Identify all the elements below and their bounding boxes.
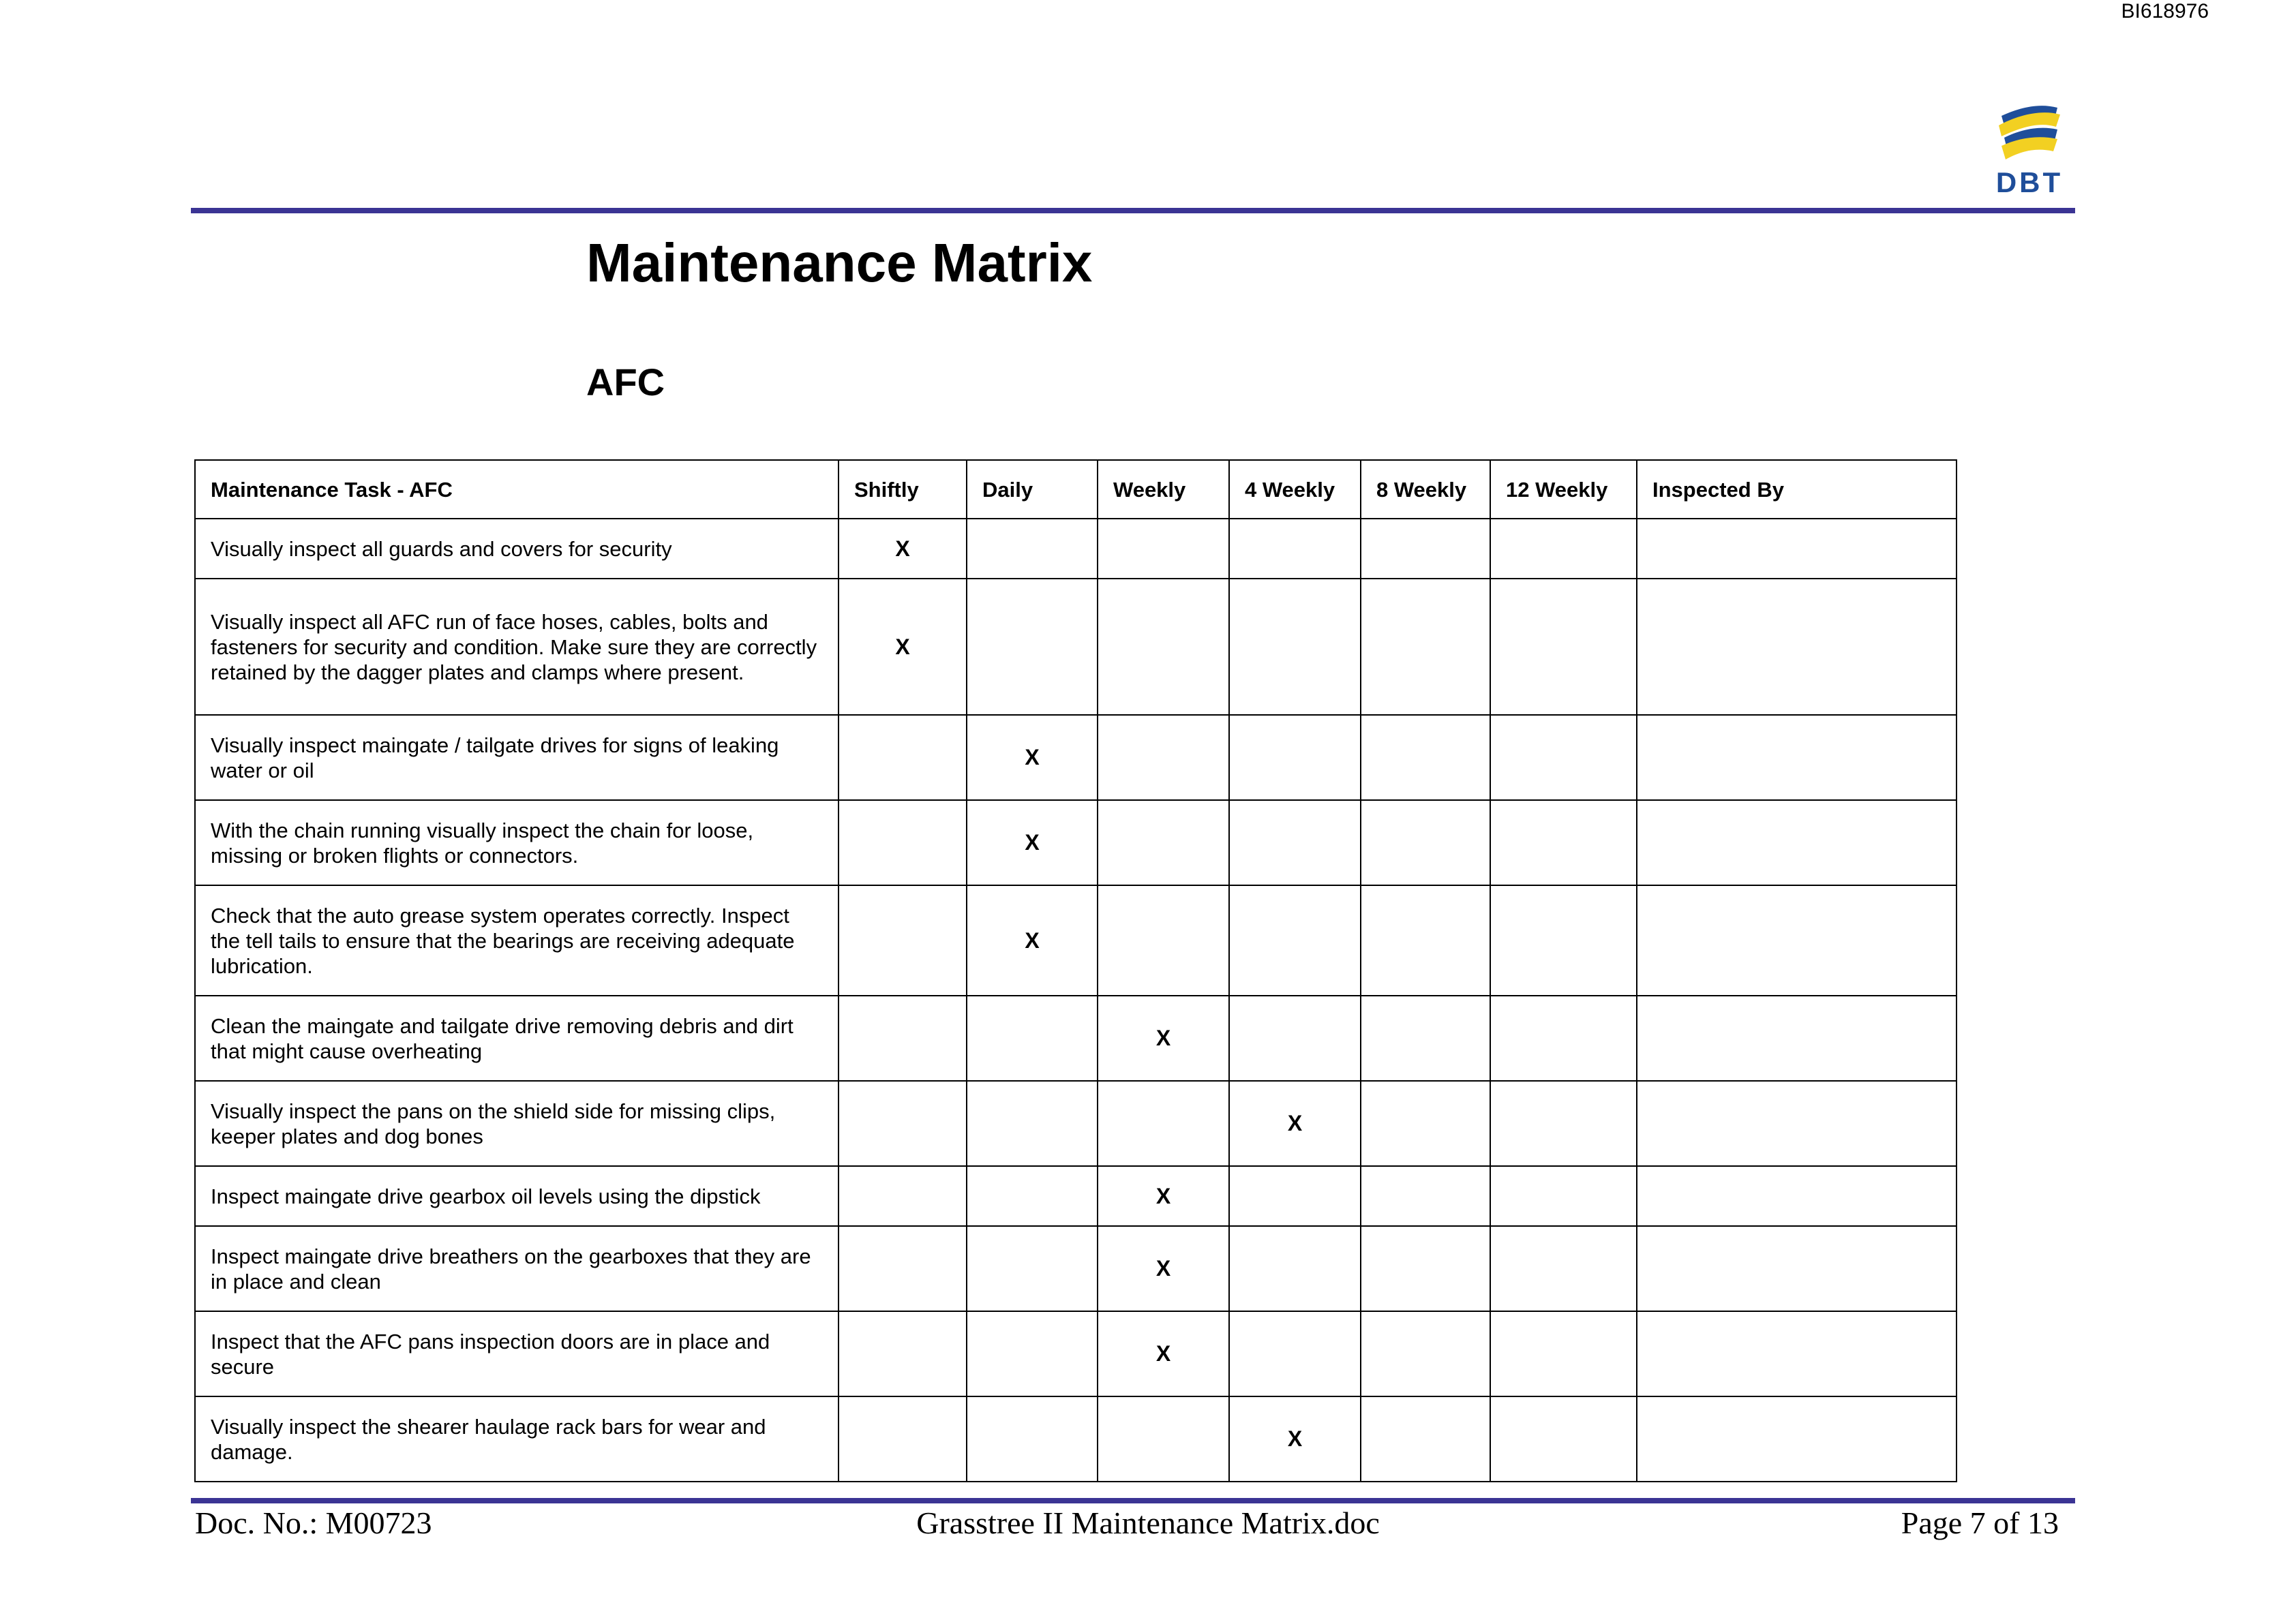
table-row bbox=[195, 1226, 1957, 1311]
12-weekly-cell bbox=[1490, 715, 1637, 800]
footer-doc-number: Doc. No.: M00723 bbox=[195, 1505, 432, 1540]
footer-filename: Grasstree II Maintenance Matrix.doc bbox=[916, 1505, 1380, 1540]
table-row bbox=[195, 800, 1957, 885]
table-row bbox=[195, 885, 1957, 996]
column-header-daily: Daily bbox=[967, 460, 1098, 519]
table-row bbox=[195, 715, 1957, 800]
inspected-by-cell bbox=[1637, 800, 1957, 885]
shiftly-cell bbox=[839, 1166, 967, 1226]
weekly-cell: X bbox=[1098, 996, 1229, 1081]
task-cell: Inspect maingate drive gearbox oil levels using the dipstick bbox=[195, 1166, 839, 1226]
column-header-task: Maintenance Task - AFC bbox=[195, 460, 839, 519]
8-weekly-cell bbox=[1361, 1311, 1490, 1396]
inspected-by-cell bbox=[1637, 1311, 1957, 1396]
task-cell: Check that the auto grease system operates correctly. Inspect the tell tails to ensure that the bearings are receiving adequate lubrication. bbox=[195, 885, 839, 996]
shiftly-cell: X bbox=[839, 519, 967, 579]
8-weekly-cell bbox=[1361, 519, 1490, 579]
12-weekly-cell bbox=[1490, 1081, 1637, 1166]
inspected-by-cell bbox=[1637, 1166, 1957, 1226]
4-weekly-cell bbox=[1229, 579, 1361, 715]
shiftly-cell bbox=[839, 715, 967, 800]
12-weekly-cell bbox=[1490, 519, 1637, 579]
column-header-12-weekly: 12 Weekly bbox=[1490, 460, 1637, 519]
inspected-by-cell bbox=[1637, 996, 1957, 1081]
task-cell: Inspect maingate drive breathers on the gearboxes that they are in place and clean bbox=[195, 1226, 839, 1311]
column-header-shiftly: Shiftly bbox=[839, 460, 967, 519]
shiftly-cell: X bbox=[839, 579, 967, 715]
table-row bbox=[195, 1166, 1957, 1226]
column-header-8-weekly: 8 Weekly bbox=[1361, 460, 1490, 519]
section-subtitle: AFC bbox=[586, 361, 665, 403]
4-weekly-cell bbox=[1229, 1311, 1361, 1396]
daily-cell bbox=[967, 1226, 1098, 1311]
shiftly-cell bbox=[839, 800, 967, 885]
4-weekly-cell bbox=[1229, 1226, 1361, 1311]
daily-cell: X bbox=[967, 800, 1098, 885]
inspected-by-cell bbox=[1637, 715, 1957, 800]
8-weekly-cell bbox=[1361, 885, 1490, 996]
weekly-cell: X bbox=[1098, 1311, 1229, 1396]
column-header-inspected-by: Inspected By bbox=[1637, 460, 1957, 519]
inspected-by-cell bbox=[1637, 1396, 1957, 1482]
table-header-row bbox=[195, 460, 1957, 519]
shiftly-cell bbox=[839, 1311, 967, 1396]
footer-page-number: Page 7 of 13 bbox=[1901, 1505, 2059, 1540]
12-weekly-cell bbox=[1490, 996, 1637, 1081]
shiftly-cell bbox=[839, 1396, 967, 1482]
task-cell: Visually inspect the shearer haulage rack bars for wear and damage. bbox=[195, 1396, 839, 1482]
column-header-weekly: Weekly bbox=[1098, 460, 1229, 519]
12-weekly-cell bbox=[1490, 885, 1637, 996]
8-weekly-cell bbox=[1361, 1081, 1490, 1166]
weekly-cell bbox=[1098, 885, 1229, 996]
4-weekly-cell: X bbox=[1229, 1396, 1361, 1482]
table-row bbox=[195, 1081, 1957, 1166]
12-weekly-cell bbox=[1490, 579, 1637, 715]
shiftly-cell bbox=[839, 1081, 967, 1166]
12-weekly-cell bbox=[1490, 1226, 1637, 1311]
task-cell: With the chain running visually inspect the chain for loose, missing or broken flights or connectors. bbox=[195, 800, 839, 885]
daily-cell bbox=[967, 1081, 1098, 1166]
maintenance-table bbox=[194, 459, 1957, 1482]
inspected-by-cell bbox=[1637, 885, 1957, 996]
daily-cell bbox=[967, 1311, 1098, 1396]
shiftly-cell bbox=[839, 885, 967, 996]
daily-cell: X bbox=[967, 715, 1098, 800]
task-cell: Visually inspect all guards and covers for security bbox=[195, 519, 839, 579]
weekly-cell: X bbox=[1098, 1226, 1229, 1311]
weekly-cell bbox=[1098, 1396, 1229, 1482]
task-cell: Visually inspect maingate / tailgate drives for signs of leaking water or oil bbox=[195, 715, 839, 800]
8-weekly-cell bbox=[1361, 715, 1490, 800]
weekly-cell bbox=[1098, 519, 1229, 579]
12-weekly-cell bbox=[1490, 1396, 1637, 1482]
8-weekly-cell bbox=[1361, 1226, 1490, 1311]
4-weekly-cell bbox=[1229, 800, 1361, 885]
table-row bbox=[195, 1311, 1957, 1396]
shiftly-cell bbox=[839, 996, 967, 1081]
8-weekly-cell bbox=[1361, 800, 1490, 885]
weekly-cell bbox=[1098, 1081, 1229, 1166]
document-id: BI618976 bbox=[2121, 0, 2209, 22]
4-weekly-cell bbox=[1229, 519, 1361, 579]
daily-cell bbox=[967, 1166, 1098, 1226]
table-row bbox=[195, 1396, 1957, 1482]
daily-cell bbox=[967, 996, 1098, 1081]
12-weekly-cell bbox=[1490, 800, 1637, 885]
daily-cell bbox=[967, 1396, 1098, 1482]
footer-rule bbox=[191, 1498, 2075, 1503]
daily-cell bbox=[967, 579, 1098, 715]
task-cell: Visually inspect all AFC run of face hoses, cables, bolts and fasteners for security and condition. Make sure they are correctly retained by the dagger plates and clamps where present. bbox=[195, 579, 839, 715]
4-weekly-cell bbox=[1229, 885, 1361, 996]
inspected-by-cell bbox=[1637, 1226, 1957, 1311]
logo-text: DBT bbox=[1995, 166, 2064, 198]
daily-cell: X bbox=[967, 885, 1098, 996]
12-weekly-cell bbox=[1490, 1166, 1637, 1226]
daily-cell bbox=[967, 519, 1098, 579]
task-cell: Visually inspect the pans on the shield side for missing clips, keeper plates and dog bones bbox=[195, 1081, 839, 1166]
page-title: Maintenance Matrix bbox=[586, 232, 1093, 293]
inspected-by-cell bbox=[1637, 519, 1957, 579]
task-cell: Inspect that the AFC pans inspection doors are in place and secure bbox=[195, 1311, 839, 1396]
shiftly-cell bbox=[839, 1226, 967, 1311]
12-weekly-cell bbox=[1490, 1311, 1637, 1396]
weekly-cell bbox=[1098, 579, 1229, 715]
4-weekly-cell bbox=[1229, 1166, 1361, 1226]
8-weekly-cell bbox=[1361, 1396, 1490, 1482]
4-weekly-cell bbox=[1229, 996, 1361, 1081]
8-weekly-cell bbox=[1361, 579, 1490, 715]
inspected-by-cell bbox=[1637, 579, 1957, 715]
column-header-4-weekly: 4 Weekly bbox=[1229, 460, 1361, 519]
weekly-cell: X bbox=[1098, 1166, 1229, 1226]
8-weekly-cell bbox=[1361, 1166, 1490, 1226]
weekly-cell bbox=[1098, 800, 1229, 885]
dbt-logo bbox=[1989, 95, 2078, 198]
table-row bbox=[195, 996, 1957, 1081]
table-row bbox=[195, 519, 1957, 579]
table-row bbox=[195, 579, 1957, 715]
inspected-by-cell bbox=[1637, 1081, 1957, 1166]
4-weekly-cell: X bbox=[1229, 1081, 1361, 1166]
8-weekly-cell bbox=[1361, 996, 1490, 1081]
task-cell: Clean the maingate and tailgate drive removing debris and dirt that might cause overheating bbox=[195, 996, 839, 1081]
weekly-cell bbox=[1098, 715, 1229, 800]
4-weekly-cell bbox=[1229, 715, 1361, 800]
header-rule bbox=[191, 208, 2075, 213]
